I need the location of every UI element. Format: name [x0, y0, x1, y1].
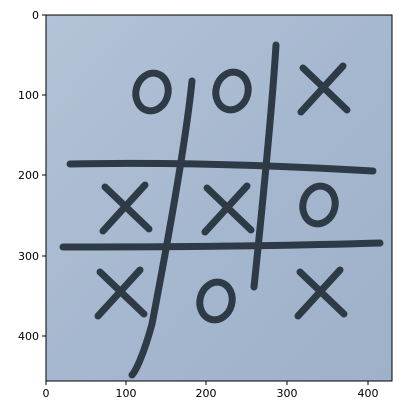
x-tick-label: 100	[115, 387, 137, 400]
x-tick-label: 200	[195, 387, 217, 400]
y-tick-label: 200	[18, 169, 39, 182]
y-tick-label: 300	[18, 250, 39, 263]
x-tick-label: 0	[42, 387, 50, 400]
y-tick-label: 0	[32, 9, 39, 22]
y-axis	[18, 9, 46, 343]
y-tick-label: 100	[18, 89, 39, 102]
x-axis	[43, 381, 379, 400]
grid-line-horizontal-bottom	[63, 243, 380, 247]
y-tick-label: 400	[18, 330, 39, 343]
board-photo	[46, 15, 392, 381]
x-tick-label: 400	[357, 387, 379, 400]
x-tick-label: 300	[276, 387, 298, 400]
